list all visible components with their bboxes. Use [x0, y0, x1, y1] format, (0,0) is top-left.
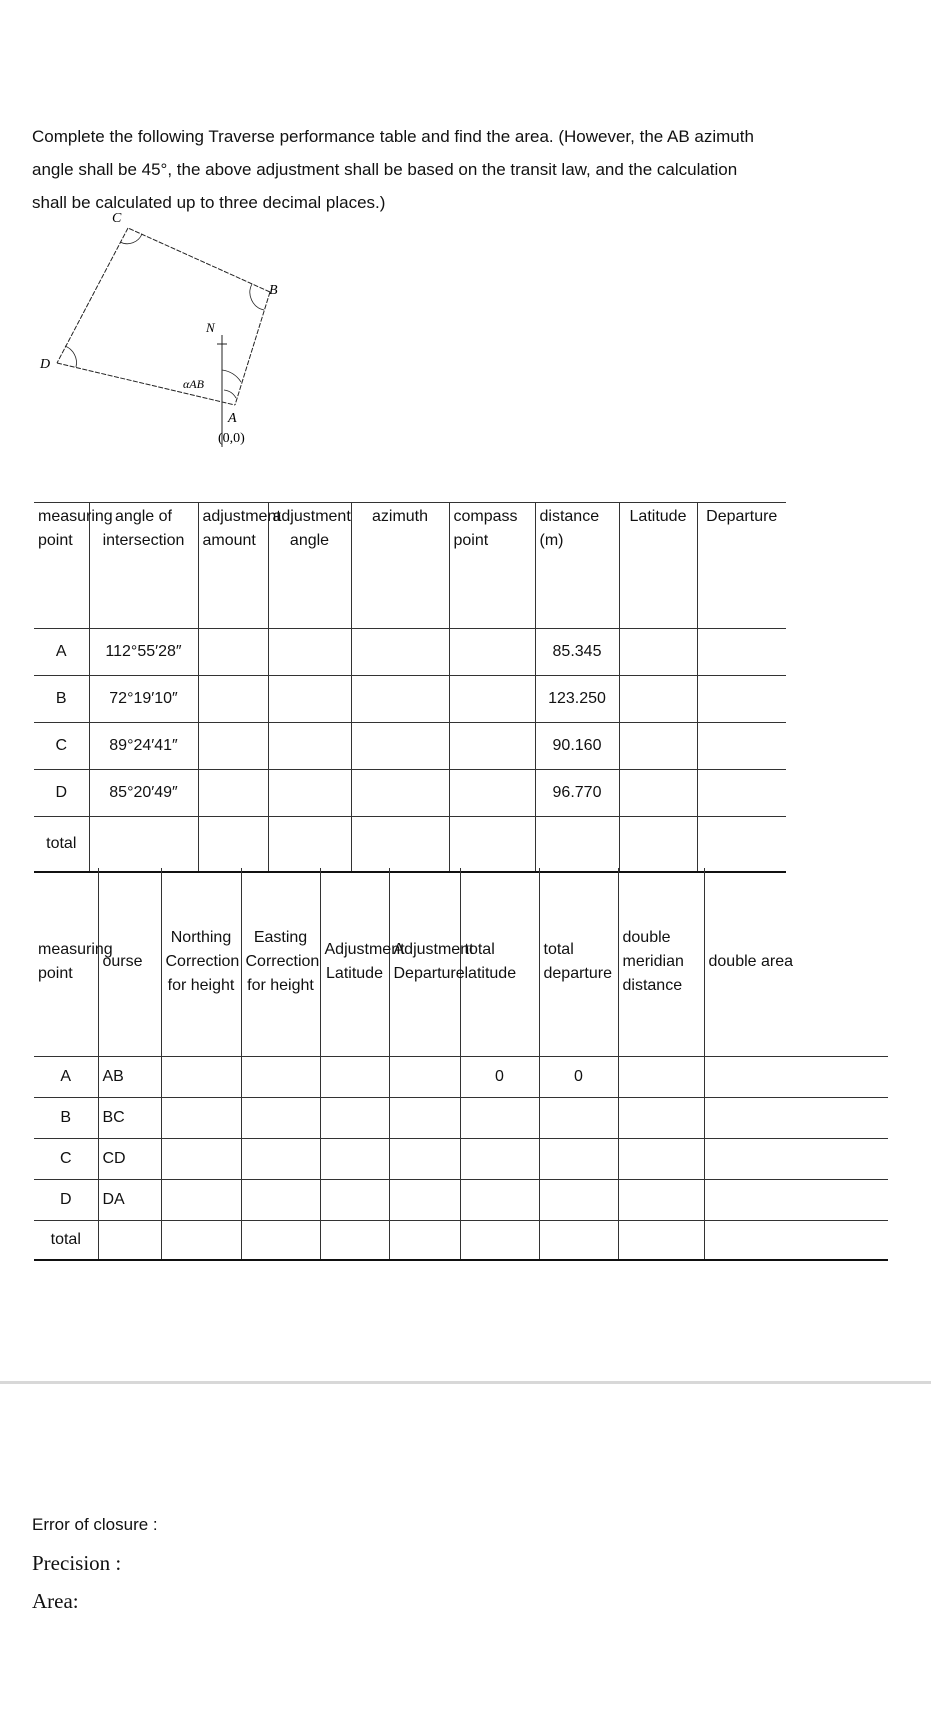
total-compass-point[interactable]: [449, 817, 535, 873]
total-label: total: [34, 1221, 98, 1261]
header-double-area: double area: [704, 868, 888, 1057]
header-departure: Departure: [697, 503, 786, 629]
cell-total-latitude[interactable]: [460, 1098, 539, 1139]
cell-adjustment-departure[interactable]: [389, 1139, 460, 1180]
cell-angle: 89°24′41″: [89, 723, 198, 770]
cell-adjustment-angle[interactable]: [268, 629, 351, 676]
cell-adjustment-amount[interactable]: [198, 770, 268, 817]
total-easting-correction[interactable]: [241, 1221, 320, 1261]
header-adjustment-angle: adjustment angle: [268, 503, 351, 629]
header-northing-correction: Northing Correction for height: [161, 868, 241, 1057]
cell-angle: 72°19′10″: [89, 676, 198, 723]
header-total-latitude: total latitude: [460, 868, 539, 1057]
label-a: A: [228, 411, 237, 426]
total-row: [34, 1221, 888, 1261]
cell-compass-point[interactable]: [449, 723, 535, 770]
total-total-departure[interactable]: [539, 1221, 618, 1261]
cell-point: C: [34, 723, 89, 770]
cell-departure[interactable]: [697, 676, 786, 723]
cell-adjustment-angle[interactable]: [268, 770, 351, 817]
table-row: [34, 723, 786, 770]
cell-departure[interactable]: [697, 629, 786, 676]
cell-latitude[interactable]: [619, 676, 697, 723]
traverse-table-2: [34, 868, 888, 1261]
cell-total-latitude[interactable]: [460, 1180, 539, 1221]
answer-section: [32, 1507, 332, 1619]
cell-northing-correction[interactable]: [161, 1139, 241, 1180]
cell-adjustment-latitude[interactable]: [320, 1098, 389, 1139]
cell-point: B: [34, 676, 89, 723]
cell-compass-point[interactable]: [449, 770, 535, 817]
cell-adjustment-amount[interactable]: [198, 723, 268, 770]
cell-total-departure[interactable]: [539, 1098, 618, 1139]
header-measuring-point: measuring point: [34, 503, 89, 629]
total-departure[interactable]: [697, 817, 786, 873]
precision-label: Precision :: [32, 1551, 122, 1575]
table-row: [34, 1139, 888, 1180]
total-latitude[interactable]: [619, 817, 697, 873]
cell-angle: 85°20′49″: [89, 770, 198, 817]
traverse-diagram: [40, 211, 300, 492]
cell-departure[interactable]: [697, 723, 786, 770]
traverse-side-cd: [57, 228, 128, 363]
cell-course: CD: [98, 1139, 161, 1180]
total-distance[interactable]: [535, 817, 619, 873]
total-double-meridian-distance[interactable]: [618, 1221, 704, 1261]
cell-point: D: [34, 1180, 98, 1221]
angle-arc-c: [120, 234, 142, 244]
total-label: total: [34, 817, 89, 873]
angle-arc-d: [65, 346, 77, 367]
cell-point: B: [34, 1098, 98, 1139]
traverse-side-bc: [128, 228, 270, 292]
cell-point: C: [34, 1139, 98, 1180]
cell-total-departure[interactable]: 0: [539, 1057, 618, 1098]
cell-double-meridian-distance[interactable]: [618, 1180, 704, 1221]
table-row: [34, 629, 786, 676]
cell-distance: 123.250: [535, 676, 619, 723]
header-adjustment-latitude: Adjustment Latitude: [320, 868, 389, 1057]
cell-northing-correction[interactable]: [161, 1057, 241, 1098]
cell-northing-correction[interactable]: [161, 1098, 241, 1139]
cell-departure[interactable]: [697, 770, 786, 817]
header-distance: distance (m): [535, 503, 619, 629]
total-total-latitude[interactable]: [460, 1221, 539, 1261]
error-of-closure-label: Error of closure :: [32, 1515, 158, 1534]
cell-compass-point[interactable]: [449, 676, 535, 723]
problem-statement: Complete the following Traverse performance table and find the area. (However, the AB azimuth angle shall be 45°, the above adjustment shall be based on the transit law, and the calculation shall be calculated up to three decimal places.): [32, 127, 754, 212]
table-row: [34, 1180, 888, 1221]
cell-azimuth[interactable]: [351, 723, 449, 770]
cell-point: A: [34, 1057, 98, 1098]
cell-angle: 112°55′28″: [89, 629, 198, 676]
cell-distance: 85.345: [535, 629, 619, 676]
cell-adjustment-departure[interactable]: [389, 1098, 460, 1139]
cell-point: D: [34, 770, 89, 817]
cell-adjustment-amount[interactable]: [198, 629, 268, 676]
cell-azimuth[interactable]: [351, 629, 449, 676]
total-northing-correction[interactable]: [161, 1221, 241, 1261]
cell-latitude[interactable]: [619, 723, 697, 770]
cell-azimuth[interactable]: [351, 770, 449, 817]
angle-arc-a: [224, 390, 236, 398]
cell-adjustment-latitude[interactable]: [320, 1139, 389, 1180]
header-angle-of-intersection: angle of intersection: [89, 503, 198, 629]
table-row: [34, 1098, 888, 1139]
cell-double-area[interactable]: [704, 1057, 888, 1098]
cell-latitude[interactable]: [619, 770, 697, 817]
header-measuring-point: measuring point: [34, 868, 98, 1057]
table-row: [34, 1057, 888, 1098]
total-row: [34, 817, 786, 873]
cell-double-meridian-distance[interactable]: [618, 1057, 704, 1098]
cell-adjustment-latitude[interactable]: [320, 1057, 389, 1098]
total-double-area[interactable]: [704, 1221, 888, 1261]
cell-total-latitude[interactable]: 0: [460, 1057, 539, 1098]
cell-distance: 96.770: [535, 770, 619, 817]
header-total-departure: total departure: [539, 868, 618, 1057]
cell-compass-point[interactable]: [449, 629, 535, 676]
header-adjustment-departure: Adjustment Departure: [389, 868, 460, 1057]
header-adjustment-amount: adjustment amount: [198, 503, 268, 629]
table-row: [34, 676, 786, 723]
total-angle[interactable]: [89, 817, 198, 873]
cell-distance: 90.160: [535, 723, 619, 770]
cell-course: DA: [98, 1180, 161, 1221]
header-course: ourse: [98, 868, 161, 1057]
header-compass-point: compass point: [449, 503, 535, 629]
cell-adjustment-latitude[interactable]: [320, 1180, 389, 1221]
section-divider: [0, 1381, 931, 1384]
total-adjustment-latitude[interactable]: [320, 1221, 389, 1261]
label-alpha-ab: αAB: [183, 377, 204, 391]
area-label: Area:: [32, 1589, 79, 1613]
traverse-side-da: [57, 363, 235, 405]
cell-double-area[interactable]: [704, 1139, 888, 1180]
cell-adjustment-amount[interactable]: [198, 676, 268, 723]
cell-total-departure[interactable]: [539, 1180, 618, 1221]
header-double-meridian-distance: double meridian distance: [618, 868, 704, 1057]
cell-total-latitude[interactable]: [460, 1139, 539, 1180]
cell-northing-correction[interactable]: [161, 1180, 241, 1221]
header-latitude: Latitude: [619, 503, 697, 629]
cell-azimuth[interactable]: [351, 676, 449, 723]
cell-double-area[interactable]: [704, 1098, 888, 1139]
cell-course: AB: [98, 1057, 161, 1098]
traverse-side-ab: [235, 292, 270, 405]
cell-double-area[interactable]: [704, 1180, 888, 1221]
label-c: C: [112, 211, 122, 226]
azimuth-arc: [222, 370, 241, 382]
cell-course: BC: [98, 1098, 161, 1139]
cell-easting-correction[interactable]: [241, 1180, 320, 1221]
label-d: D: [40, 357, 51, 372]
total-adjustment-angle[interactable]: [268, 817, 351, 873]
total-adjustment-amount[interactable]: [198, 817, 268, 873]
cell-adjustment-angle[interactable]: [268, 676, 351, 723]
cell-total-departure[interactable]: [539, 1139, 618, 1180]
header-easting-correction: Easting Correction for height: [241, 868, 320, 1057]
label-b: B: [269, 283, 278, 298]
cell-easting-correction[interactable]: [241, 1057, 320, 1098]
traverse-table-1: [34, 502, 786, 873]
cell-adjustment-departure[interactable]: [389, 1057, 460, 1098]
total-azimuth[interactable]: [351, 817, 449, 873]
total-adjustment-departure[interactable]: [389, 1221, 460, 1261]
cell-easting-correction[interactable]: [241, 1098, 320, 1139]
cell-point: A: [34, 629, 89, 676]
cell-easting-correction[interactable]: [241, 1139, 320, 1180]
label-origin: (0,0): [218, 431, 245, 446]
cell-double-meridian-distance[interactable]: [618, 1098, 704, 1139]
cell-adjustment-departure[interactable]: [389, 1180, 460, 1221]
label-n: N: [206, 320, 215, 335]
cell-latitude[interactable]: [619, 629, 697, 676]
cell-adjustment-angle[interactable]: [268, 723, 351, 770]
header-azimuth: azimuth: [351, 503, 449, 629]
total-course[interactable]: [98, 1221, 161, 1261]
cell-double-meridian-distance[interactable]: [618, 1139, 704, 1180]
table-row: [34, 770, 786, 817]
